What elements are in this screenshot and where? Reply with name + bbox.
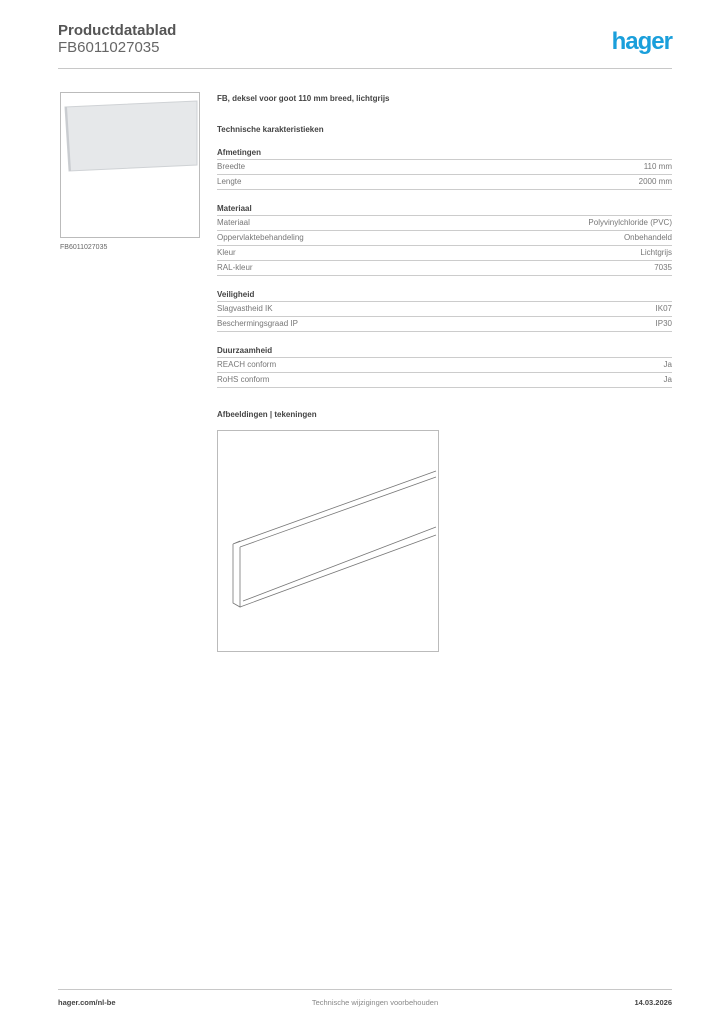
footer-divider xyxy=(58,989,672,990)
thumbnail-caption: FB6011027035 xyxy=(60,244,108,251)
spec-value: Onbehandeld xyxy=(623,233,672,242)
section-title: Materiaal xyxy=(217,204,672,216)
spec-label: Kleur xyxy=(217,248,236,257)
spec-value: 2000 mm xyxy=(638,177,672,186)
spec-label: Oppervlaktebehandeling xyxy=(217,233,304,242)
section-title: Duurzaamheid xyxy=(217,346,672,358)
spec-value: 110 mm xyxy=(643,162,672,171)
product-thumbnail xyxy=(60,92,200,238)
spec-label: RoHS conform xyxy=(217,375,270,384)
spec-row xyxy=(217,373,672,388)
technical-drawing xyxy=(217,430,439,652)
footer xyxy=(58,998,672,1007)
spec-row xyxy=(217,317,672,332)
footer-website-link[interactable]: hager.com/nl-be xyxy=(58,998,116,1007)
spec-row xyxy=(217,231,672,246)
spec-label: Materiaal xyxy=(217,218,250,227)
spec-value: 7035 xyxy=(654,263,672,272)
hager-logo: hager xyxy=(611,28,672,55)
spec-column xyxy=(217,94,672,388)
page-title: Productdatablad xyxy=(58,22,177,39)
section-title: Veiligheid xyxy=(217,290,672,302)
footer-notice: Technische wijzigingen voorbehouden xyxy=(311,998,439,1007)
spec-label: Beschermingsgraad IP xyxy=(217,319,298,328)
spec-value: Polyvinylchloride (PVC) xyxy=(588,218,672,227)
spec-label: RAL-kleur xyxy=(217,263,253,272)
product-id: FB6011027035 xyxy=(58,39,160,56)
section-title: Afmetingen xyxy=(217,148,672,160)
spec-label: REACH conform xyxy=(217,360,277,369)
spec-value: Ja xyxy=(663,360,672,369)
cover-drawing-icon xyxy=(218,431,438,651)
spec-value: Lichtgrijs xyxy=(640,248,672,257)
spec-value: Ja xyxy=(663,375,672,384)
spec-value: IK07 xyxy=(655,304,672,313)
spec-row xyxy=(217,175,672,190)
spec-row xyxy=(217,216,672,231)
spec-label: Lengte xyxy=(217,177,242,186)
spec-row xyxy=(217,160,672,175)
spec-value: IP30 xyxy=(655,319,672,328)
tech-heading: Technische karakteristieken xyxy=(217,125,324,134)
product-name: FB, deksel voor goot 110 mm breed, lichtgrijs xyxy=(217,94,390,103)
cover-image-icon xyxy=(61,93,199,237)
spec-row xyxy=(217,261,672,276)
spec-label: Slagvastheid IK xyxy=(217,304,273,313)
spec-label: Breedte xyxy=(217,162,246,171)
spec-row xyxy=(217,246,672,261)
drawings-heading: Afbeeldingen | tekeningen xyxy=(217,410,317,419)
spec-row xyxy=(217,302,672,317)
spec-row xyxy=(217,358,672,373)
footer-date: 14.03.2026 xyxy=(634,998,672,1007)
header-divider xyxy=(58,68,672,69)
